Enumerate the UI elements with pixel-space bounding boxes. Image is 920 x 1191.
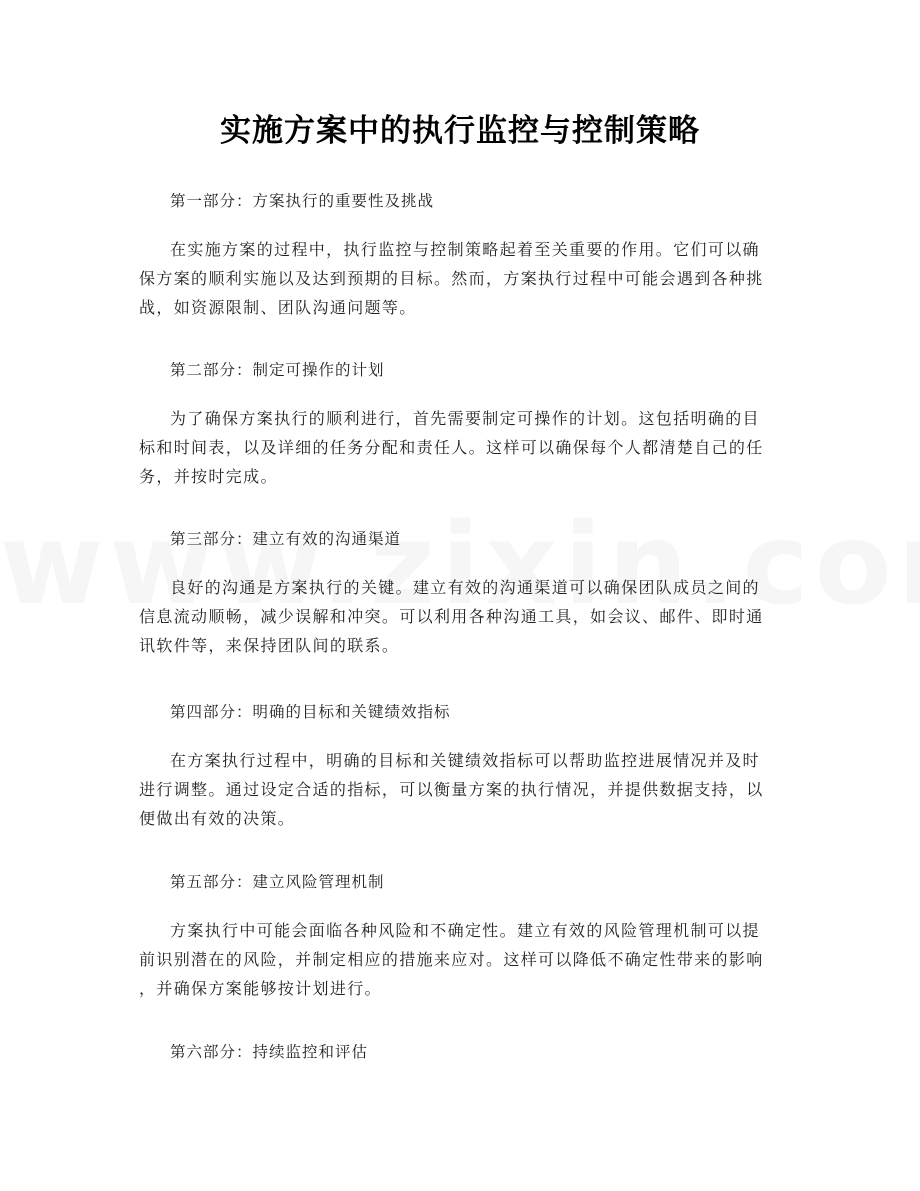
page-title: 实施方案中的执行监控与控制策略 [220,113,700,149]
section-heading-1: 第一部分：方案执行的重要性及挑战 [170,192,435,210]
section-paragraph-2 [139,404,789,491]
paragraph-line: 保方案的顺利实施以及达到预期的目标。然而，方案执行过程中可能会遇到各种挑 [139,269,764,288]
section-paragraph-5 [139,916,789,1003]
paragraph-line: 良好的沟通是方案执行的关键。建立有效的沟通渠道可以确保团队成员之间的 [170,578,760,597]
paragraph-line: 为了确保方案执行的顺利进行，首先需要制定可操作的计划。这包括明确的目 [170,409,760,428]
section-heading-5: 第五部分：建立风险管理机制 [170,873,385,891]
section-heading-2: 第二部分：制定可操作的计划 [170,361,385,379]
paragraph-line: 战，如资源限制、团队沟通问题等。 [139,298,417,317]
paragraph-line: 讯软件等，来保持团队间的联系。 [139,636,400,655]
section-paragraph-3 [139,573,789,660]
paragraph-line: 务，并按时完成。 [139,467,278,486]
section-heading-6: 第六部分：持续监控和评估 [170,1043,369,1061]
section-heading-4: 第四部分：明确的目标和关键绩效指标 [170,703,451,721]
paragraph-line: 信息流动顺畅，减少误解和冲突。可以利用各种沟通工具，如会议、邮件、即时通 [139,607,764,626]
paragraph-line: ，并确保方案能够按计划进行。 [139,979,382,998]
section-paragraph-1 [139,235,789,322]
paragraph-line: 在实施方案的过程中，执行监控与控制策略起着至关重要的作用。它们可以确 [170,240,760,259]
paragraph-line: 便做出有效的决策。 [139,809,296,828]
paragraph-line: 前识别潜在的风险，并制定相应的措施来应对。这样可以降低不确定性带来的影响 [139,950,764,969]
paragraph-line: 方案执行中可能会面临各种风险和不确定性。建立有效的风险管理机制可以提 [170,921,760,940]
paragraph-line: 在方案执行过程中，明确的目标和关键绩效指标可以帮助监控进展情况并及时 [170,751,760,770]
paragraph-line: 标和时间表，以及详细的任务分配和责任人。这样可以确保每个人都清楚自己的任 [139,438,764,457]
paragraph-line: 进行调整。通过设定合适的指标，可以衡量方案的执行情况，并提供数据支持，以 [139,780,764,799]
section-heading-3: 第三部分：建立有效的沟通渠道 [170,530,402,548]
section-paragraph-4 [139,746,789,833]
